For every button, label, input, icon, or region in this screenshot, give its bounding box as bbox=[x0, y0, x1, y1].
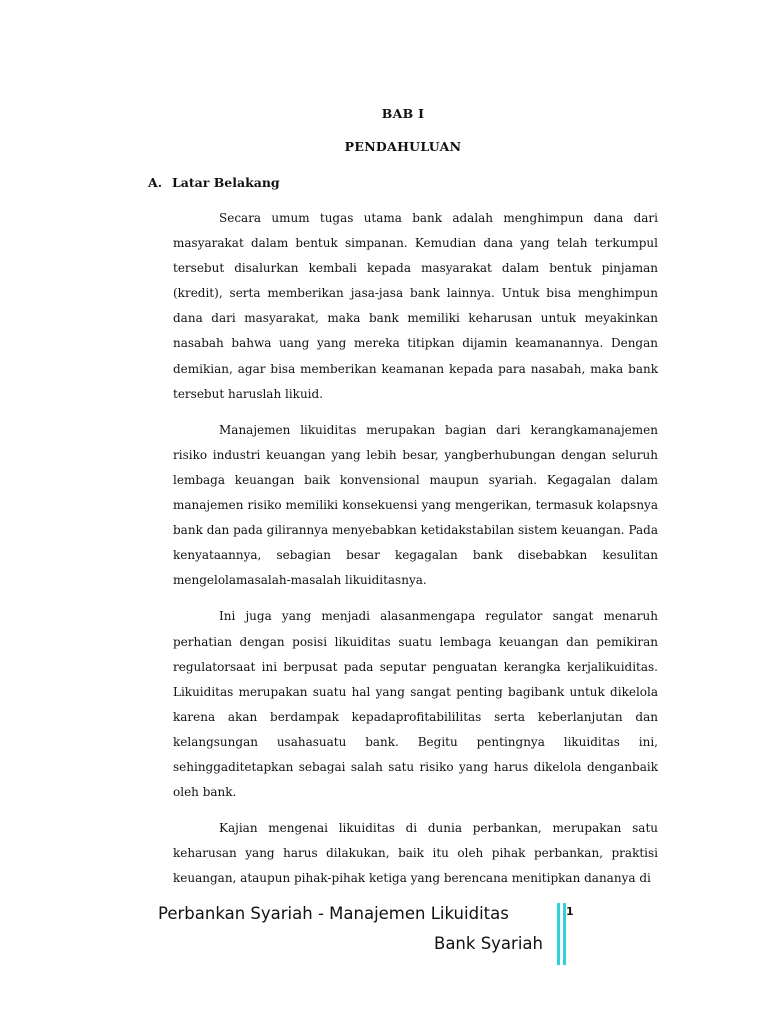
chapter-heading: BAB I bbox=[381, 106, 425, 121]
section-heading bbox=[148, 175, 280, 190]
paragraph: Manajemen likuiditas merupakan bagian dari kerangkamanajemen risiko industri keuangan yang lebih besar, yangberhubungan dengan seluruh lembaga keuangan baik konvensional maupun syariah. Kegagalan dalam manajemen risiko memiliki konsekuensi yang mengerikan, termasuk kolapsnya bank dan pada gilirannya menyebabkan ketidakstabilan sistem keuangan. Pada kenyataannya, sebagian besar kegagalan bank disebabkan kesulitan mengelolamasalah-masalah likuiditasnya. bbox=[173, 422, 658, 588]
body-text bbox=[173, 206, 658, 902]
section-number: A. bbox=[148, 175, 163, 190]
paragraph: Secara umum tugas utama bank adalah menghimpun dana dari masyarakat dalam bentuk simpanan. Kemudian dana yang telah terkumpul tersebut disalurkan kembali kepada masyarakat dalam bentuk pinjaman (kredit), serta memberikan jasa-jasa bank lainnya. Untuk bisa menghimpun dana dari masyarakat, maka bank memiliki keharusan untuk meyakinkan nasabah bahwa uang yang mereka titipkan dijamin keamanannya. Dengan demikian, agar bisa memberikan keamanan kepada para nasabah, maka bank tersebut haruslah likuid. bbox=[173, 211, 658, 401]
footer-subtitle: Bank Syariah bbox=[434, 934, 543, 953]
chapter-title: PENDAHULUAN bbox=[344, 139, 462, 154]
page-number: 1 bbox=[566, 905, 574, 918]
footer-title: Perbankan Syariah - Manajemen Likuiditas bbox=[158, 904, 509, 923]
paragraph: Kajian mengenai likuiditas di dunia perbankan, merupakan satu keharusan yang harus dilakukan, baik itu oleh pihak perbankan, praktisi keuangan, ataupun pihak-pihak ketiga yang berencana menitipkan dananya di bbox=[173, 821, 658, 886]
paragraph: Ini juga yang menjadi alasanmengapa regulator sangat menaruh perhatian dengan posisi likuiditas suatu lembaga keuangan dan pemikiran regulatorsaat ini berpusat pada seputar penguatan kerangka kerjalikuiditas. Likuiditas merupakan suatu hal yang sangat penting bagibank untuk dikelola karena akan berdampak kepadaprofitabililitas serta keberlanjutan dan kelangsungan usahasuatu bank. Begitu pentingnya likuiditas ini, sehinggaditetapkan sebagai salah satu risiko yang harus dikelola denganbaik oleh bank. bbox=[173, 609, 658, 800]
section-title: Latar Belakang bbox=[172, 175, 280, 190]
footer-accent-bar bbox=[557, 903, 560, 965]
